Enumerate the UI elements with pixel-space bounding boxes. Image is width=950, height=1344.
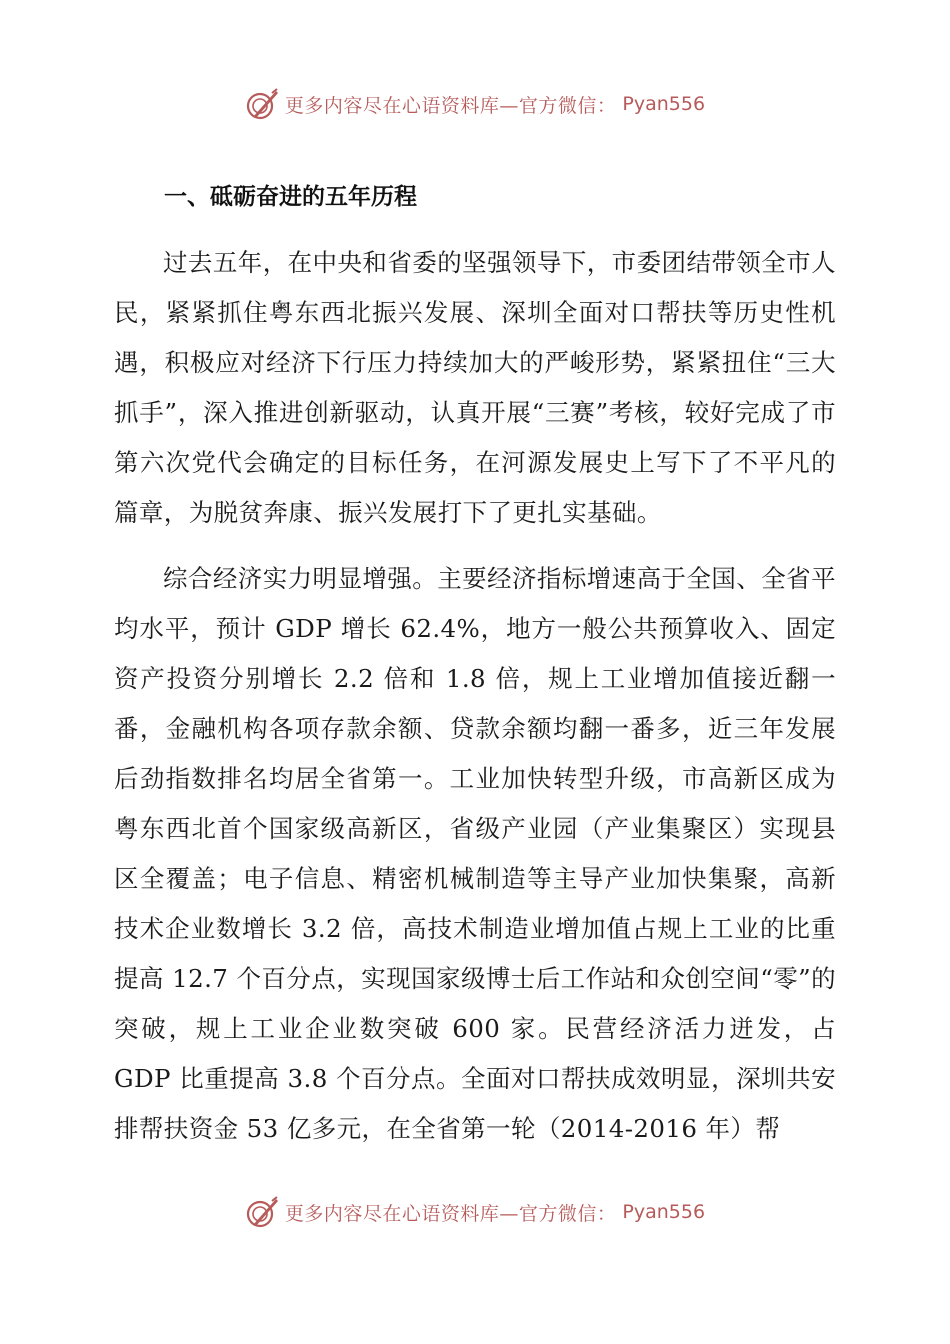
header-watermark-banner — [0, 84, 950, 124]
section-heading: 一、砥砺奋进的五年历程 — [164, 184, 417, 210]
banner-text: 更多内容尽在心语资料库—官方微信： — [284, 94, 617, 117]
document-body — [114, 238, 836, 1170]
banner-contact: Pyan556 — [622, 1201, 706, 1223]
banner-text: 更多内容尽在心语资料库—官方微信： — [284, 1202, 617, 1225]
paragraph-economy: 综合经济实力明显增强。主要经济指标增速高于全国、全省平均水平，预计 GDP 增长 62.4%，地方一般公共预算收入、固定资产投资分别增长 2.2 倍和 1.8 倍，规上工业增加值接近翻一番，金融机构各项存款余额、贷款余额均翻一番多，近三年发展后劲指数排名均居全省第一。工业加快转型升级，市高新区成为粤东西北首个国家级高新区，省级产业园（产业集聚区）实现县区全覆盖；电子信息、精密机械制造等主导产业加快集聚，高新技术企业数增长 3.2 倍，高技术制造业增加值占规上工业的比重提高 12.7 个百分点，实现国家级博士后工作站和众创空间“零”的突破，规上工业企业数突破 600 家。民营经济活力迸发，占 GDP 比重提高 3.8 个百分点。全面对口帮扶成效明显，深圳共安排帮扶资金 53 亿多元，在全省第一轮（2014-2016 年）帮 — [114, 564, 836, 1143]
pen-logo-icon — [245, 87, 279, 121]
pen-logo-icon — [245, 1195, 279, 1229]
paragraph-intro: 过去五年，在中央和省委的坚强领导下，市委团结带领全市人民，紧紧抓住粤东西北振兴发展、深圳全面对口帮扶等历史性机遇，积极应对经济下行压力持续加大的严峻形势，紧紧扭住“三大抓手”，深入推进创新驱动，认真开展“三赛”考核，较好完成了市第六次党代会确定的目标任务，在河源发展史上写下了不平凡的篇章，为脱贫奔康、振兴发展打下了更扎实基础。 — [114, 248, 836, 527]
footer-watermark-banner — [0, 1192, 950, 1232]
banner-contact: Pyan556 — [622, 93, 706, 115]
